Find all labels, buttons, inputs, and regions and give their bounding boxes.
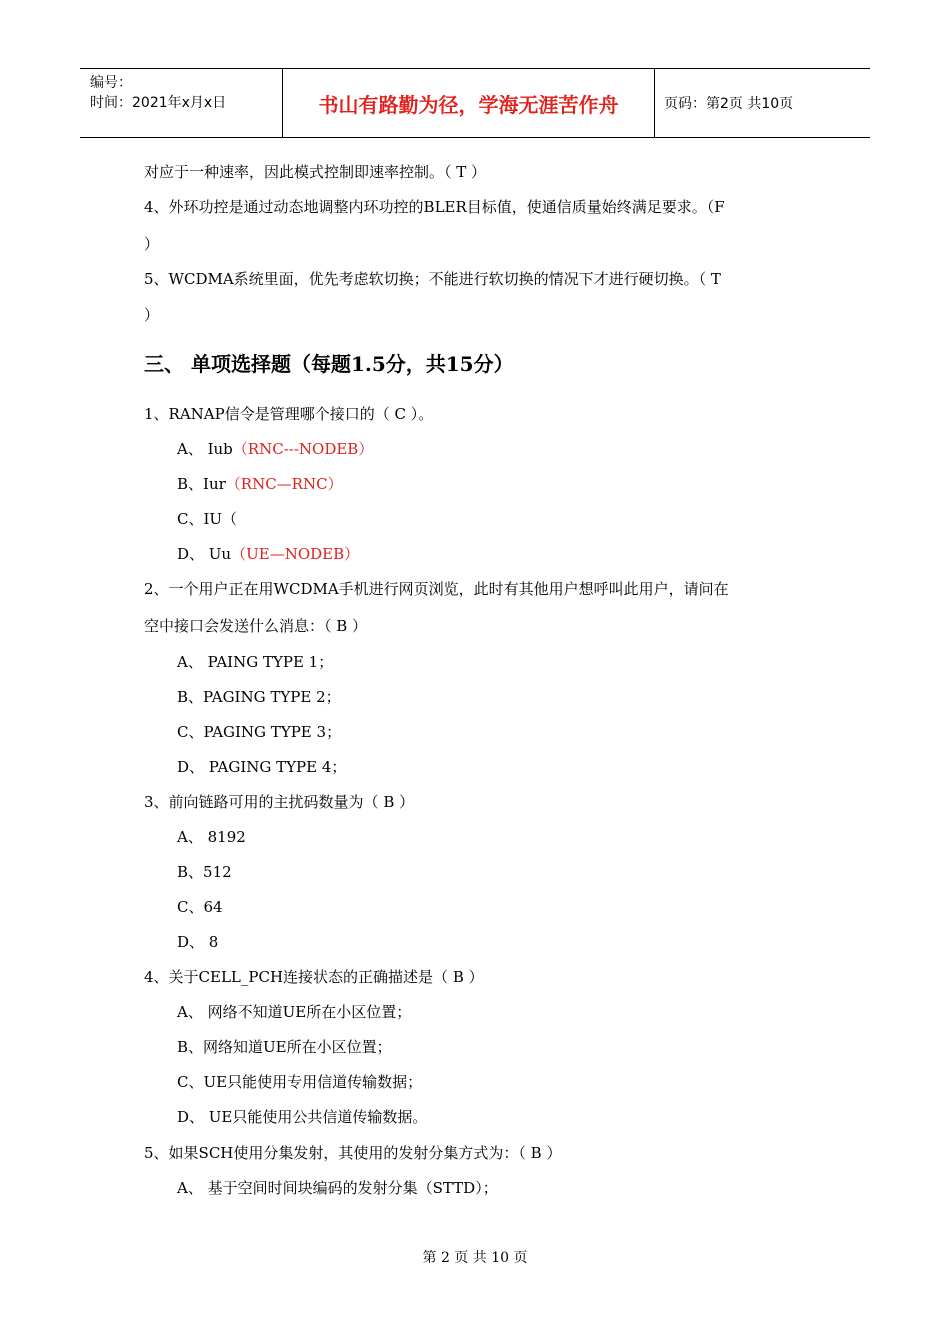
q2-option-b: B、PAGING TYPE 2； bbox=[177, 688, 341, 706]
q2-stem-line1: 2、一个用户正在用WCDMA手机进行网页浏览，此时有其他用户想呼叫此用户，请问在 bbox=[144, 580, 729, 598]
q1-option-d bbox=[177, 543, 359, 564]
header-left-cell bbox=[80, 69, 282, 137]
date-label: 时间：2021年x月x日 bbox=[90, 95, 227, 111]
q1-option-d-text: D、 Uu bbox=[177, 545, 232, 563]
q2-stem-line2: 空中接口会发送什么消息：（ B ） bbox=[144, 617, 368, 635]
q5-option-a: A、 基于空间时间块编码的发射分集（STTD）； bbox=[177, 1179, 498, 1197]
carryover-line: 对应于一种速率，因此模式控制即速率控制。（ T ） bbox=[144, 163, 487, 181]
motto: 书山有路勤为径，学海无涯苦作舟 bbox=[318, 92, 619, 117]
header-page-info: 页码：第2页 共10页 bbox=[664, 96, 794, 112]
q1-option-b-text: B、Iur bbox=[177, 475, 226, 493]
q1-stem: 1、RANAP信令是管理哪个接口的（ C ）。 bbox=[144, 405, 434, 423]
q2-option-a: A、 PAING TYPE 1； bbox=[177, 653, 334, 671]
q4-option-c: C、UE只能使用专用信道传输数据； bbox=[177, 1073, 423, 1091]
q4-stem: 4、关于CELL_PCH连接状态的正确描述是（ B ） bbox=[144, 968, 484, 986]
tf-question-5-cont: ） bbox=[144, 306, 160, 324]
q1-option-c: C、IU（ bbox=[177, 510, 238, 528]
q2-option-d: D、 PAGING TYPE 4； bbox=[177, 758, 347, 776]
number-label: 编号： bbox=[90, 75, 132, 91]
tf-question-5: 5、WCDMA系统里面，优先考虑软切换；不能进行软切换的情况下才进行硬切换。（ T bbox=[144, 270, 721, 288]
section-title: 三、 单项选择题（每题1.5分，共15分） bbox=[144, 352, 514, 376]
q1-option-d-note: （UE—NODEB） bbox=[231, 545, 360, 563]
q2-option-c: C、PAGING TYPE 3； bbox=[177, 723, 342, 741]
q4-option-d: D、 UE只能使用公共信道传输数据。 bbox=[177, 1108, 428, 1126]
q1-option-b bbox=[177, 473, 343, 494]
q3-stem: 3、前向链路可用的主扰码数量为（ B ） bbox=[144, 793, 415, 811]
page-footer: 第 2 页 共 10 页 bbox=[422, 1250, 528, 1266]
page-header bbox=[80, 68, 870, 138]
tf-question-4: 4、外环功控是通过动态地调整内环功控的BLER目标值，使通信质量始终满足要求。（F bbox=[144, 198, 725, 216]
q1-option-b-note: （RNC—RNC） bbox=[225, 475, 343, 493]
q4-option-a: A、 网络不知道UE所在小区位置； bbox=[177, 1003, 412, 1021]
tf-question-4-cont: ） bbox=[144, 235, 160, 253]
header-motto-cell bbox=[282, 69, 655, 137]
q1-option-a bbox=[177, 438, 373, 459]
q3-option-c: C、64 bbox=[177, 898, 223, 916]
q1-option-a-text: A、 Iub bbox=[177, 440, 233, 458]
q5-stem: 5、如果SCH使用分集发射，其使用的发射分集方式为：（ B ） bbox=[144, 1144, 562, 1162]
q3-option-b: B、512 bbox=[177, 863, 232, 881]
q3-option-d: D、 8 bbox=[177, 933, 219, 951]
q1-option-a-note: （RNC---NODEB） bbox=[232, 440, 374, 458]
q4-option-b: B、网络知道UE所在小区位置； bbox=[177, 1038, 392, 1056]
q3-option-a: A、 8192 bbox=[177, 828, 246, 846]
